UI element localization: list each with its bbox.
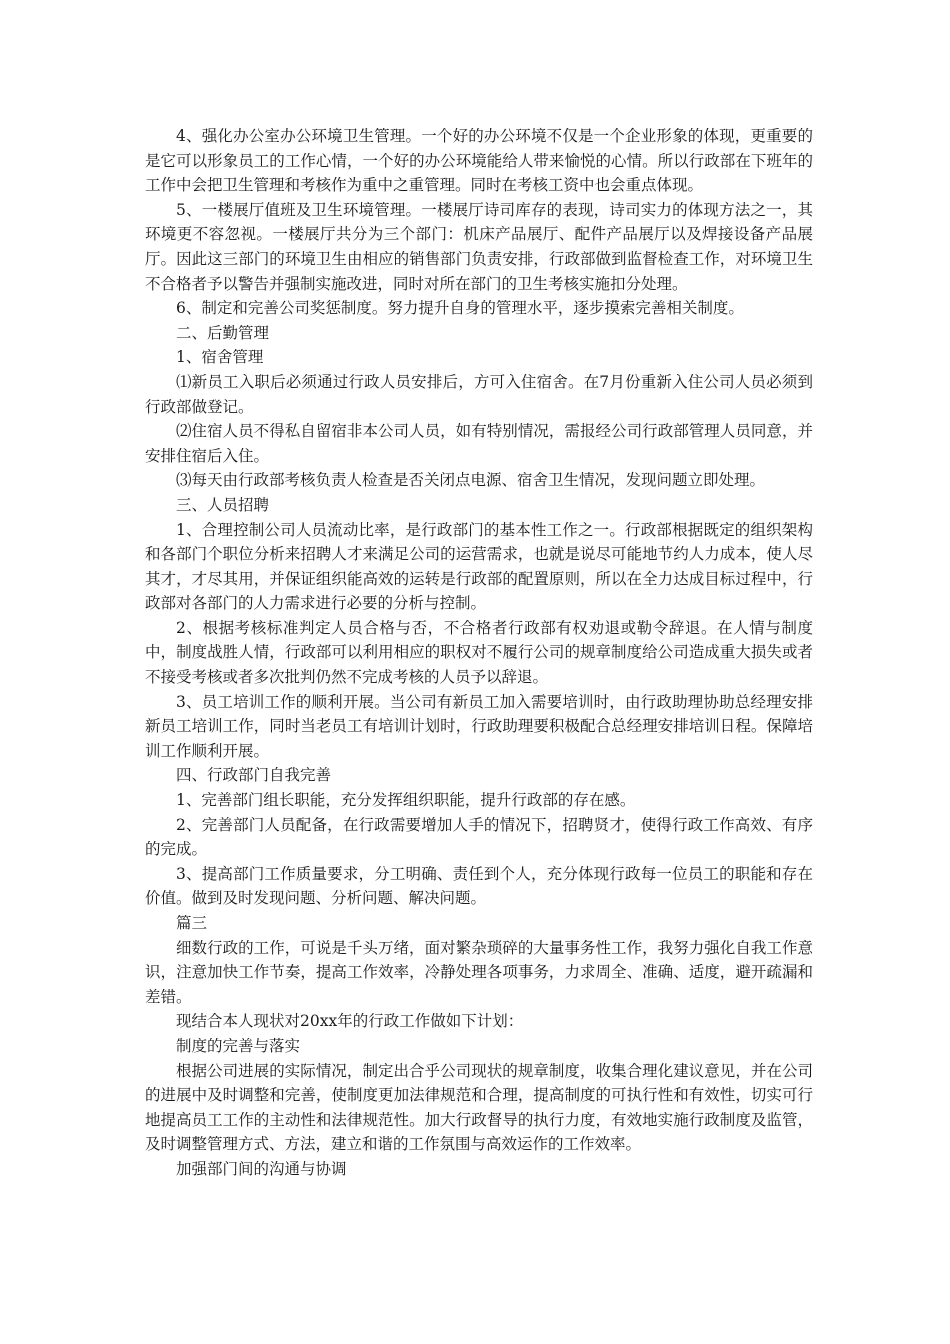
paragraph-showroom-management: 5、一楼展厅值班及卫生环境管理。一楼展厅诗司库存的表现，诗司实力的体现方法之一，其环境更不容忽视。一楼展厅共分为三个部门：机床产品展厅、配件产品展厅以及焊接设备产品展厅。因此这三部门的环境卫生由相应的销售部门负责安排，行政部做到监督检查工作，对环境卫生不合格者予以警告并强制实施改进，同时对所在部门的卫生考核实施扣分处理。 xyxy=(145,200,813,293)
paragraph-intro: 细数行政的工作，可说是千头万绪，面对繁杂琐碎的大量事务性工作，我努力强化自我工作意识，注意加快工作节奏，提高工作效率，冷静处理各项事务，力求周全、准确、适度，避开疏漏和差错。 xyxy=(145,938,813,1006)
section-heading-self-improvement: 四、行政部门自我完善 xyxy=(176,766,332,785)
paragraph-dormitory-rule-3: ⑶每天由行政部考核负责人检查是否关闭点电源、宿舍卫生情况，发现问题立即处理。 xyxy=(176,471,766,490)
paragraph-reward-system: 6、制定和完善公司奖惩制度。努力提升自身的管理水平，逐步摸索完善相关制度。 xyxy=(176,299,744,318)
paragraph-improvement-3: 3、提高部门工作质量要求，分工明确、责任到个人，充分体现行政每一位员工的职能和存在价值。做到及时发现问题、分析问题、解决问题。 xyxy=(145,864,813,908)
paragraph-plan-intro: 现结合本人现状对20xx年的行政工作做如下计划： xyxy=(176,1012,524,1031)
section-heading-part-three: 篇三 xyxy=(176,914,208,932)
document-body xyxy=(145,124,813,1182)
paragraph-recruitment-2: 2、根据考核标准判定人员合格与否，不合格者行政部有权劝退或勒令辞退。在人情与制度中，制度战胜人情，行政部可以利用相应的职权对不履行公司的规章制度给公司造成重大损失或者不接受考核或者多次批判仍然不完成考核的人员予以辞退。 xyxy=(145,618,813,687)
paragraph-dormitory-rule-1: ⑴新员工入职后必须通过行政人员安排后，方可入住宿舍。在7月份重新入住公司人员必须到行政部做登记。 xyxy=(145,372,813,416)
paragraph-dormitory-rule-2: ⑵住宿人员不得私自留宿非本公司人员，如有特别情况，需报经公司行政部管理人员同意，并安排住宿后入住。 xyxy=(145,422,813,465)
paragraph-hygiene-management: 4、强化办公室办公环境卫生管理。一个好的办公环境不仅是一个企业形象的体现，更重要的是它可以形象员工的工作心情，一个好的办公环境能给人带来愉悦的心情。所以行政部在下班年的工作中会把卫生管理和考核作为重中之重管理。同时在考核工资中也会重点体现。 xyxy=(145,127,813,195)
section-heading-logistics: 二、后勤管理 xyxy=(176,323,270,342)
section-heading-recruitment: 三、人员招聘 xyxy=(176,495,270,514)
paragraph-improvement-1: 1、完善部门组长职能，充分发挥组织职能，提升行政部的存在感。 xyxy=(176,791,636,810)
paragraph-recruitment-1: 1、合理控制公司人员流动比率，是行政部门的基本性工作之一。行政部根据既定的组织架构和各部门个职位分析来招聘人才来满足公司的运营需求，也就是说尽可能地节约人力成本，使人尽其才，才尽其用，并保证组织能高效的运转是行政部的配置原则，所以在全力达成目标过程中，行政部对各部门的人力需求进行必要的分析与控制。 xyxy=(145,520,813,613)
subheading-system-improvement: 制度的完善与落实 xyxy=(176,1036,301,1055)
paragraph-system-improvement: 根据公司进展的实际情况，制定出合乎公司现状的规章制度，收集合理化建议意见，并在公司的进展中及时调整和完善，使制度更加法律规范和合理，提高制度的可执行性和有效性，切实可行地提高员工工作的主动性和法律规范性。加大行政督导的执行力度，有效地实施行政制度及监管，及时调整管理方式、方法，建立和谐的工作氛围与高效运作的工作效率。 xyxy=(145,1061,813,1154)
subheading-communication: 加强部门间的沟通与协调 xyxy=(176,1159,347,1178)
paragraph-improvement-2: 2、完善部门人员配备，在行政需要增加人手的情况下，招聘贤才，使得行政工作高效、有序的完成。 xyxy=(145,815,813,859)
paragraph-recruitment-3: 3、员工培训工作的顺利开展。当公司有新员工加入需要培训时，由行政助理协助总经理安排新员工培训工作，同时当老员工有培训计划时，行政助理要积极配合总经理安排培训日程。保障培训工作顺利开展。 xyxy=(145,692,813,760)
subheading-dormitory: 1、宿舍管理 xyxy=(176,348,264,367)
